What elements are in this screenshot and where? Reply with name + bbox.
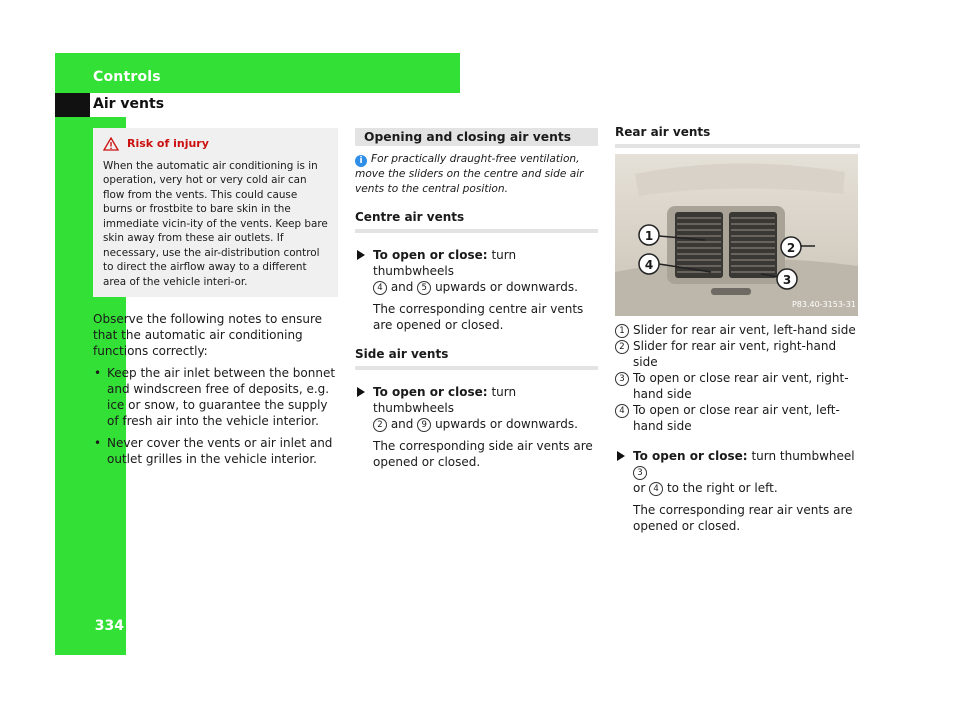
side-step: To open or close: turn thumbwheels 2 and 9 upwards or downwards. <box>355 384 598 432</box>
heading-rule <box>615 144 860 148</box>
section-heading-band: Opening and closing air vents <box>355 128 598 146</box>
callout-number: 4 <box>373 281 387 295</box>
page-number: 334 <box>94 618 124 634</box>
rear-vents-heading: Rear air vents <box>615 125 711 139</box>
callout-number: 9 <box>417 418 431 432</box>
section-title: Controls <box>93 69 161 85</box>
side-result: The corresponding side air vents are opened or closed. <box>373 439 593 469</box>
notes-list <box>93 365 338 467</box>
callout-number: 4 <box>615 404 629 418</box>
photo-legend <box>615 322 860 434</box>
callout-number: 5 <box>417 281 431 295</box>
heading-rule <box>355 366 598 370</box>
legend-item: 3 To open or close rear air vent, right-hand side <box>615 370 860 402</box>
callout-number: 2 <box>615 340 629 354</box>
centre-result: The corresponding centre air vents are opened or closed. <box>373 302 584 332</box>
callout-number: 4 <box>649 482 663 496</box>
side-vents-heading: Side air vents <box>355 347 449 361</box>
bullet-icon: • <box>94 436 102 450</box>
bullet-icon: • <box>94 366 102 380</box>
photo-callout-1: 1 <box>644 229 654 243</box>
legend-item: 2 Slider for rear air vent, right-hand side <box>615 338 860 370</box>
photo-reference-code: P83.40-3153-31 <box>791 300 856 309</box>
info-note: i For practically draught-free ventilation, move the sliders on the centre and side air vents to the central position. <box>355 153 584 195</box>
rear-result: The corresponding rear air vents are opened or closed. <box>633 503 853 533</box>
rear-step: To open or close: turn thumbwheel 3 or 4 to the right or left. <box>615 448 860 496</box>
column-left <box>93 128 338 473</box>
heading-rule <box>355 229 598 233</box>
list-item: • Never cover the vents or air inlet and outlet grilles in the vehicle interior. <box>94 436 333 466</box>
callout-number: 3 <box>615 372 629 386</box>
list-item: • Keep the air inlet between the bonnet and windscreen free of deposits, e.g. ice or snow, to guarantee the supply of fresh air into the vehicle interior. <box>94 366 336 428</box>
legend-item: 4 To open or close rear air vent, left-hand side <box>615 402 860 434</box>
column-middle <box>355 128 598 470</box>
centre-step: To open or close: turn thumbwheels 4 and 5 upwards or downwards. <box>355 247 598 295</box>
warning-triangle-icon <box>103 137 119 151</box>
warning-header <box>103 137 329 152</box>
intro-paragraph: Observe the following notes to ensure that the automatic air conditioning functions correctly: <box>93 312 323 358</box>
warning-title: Risk of injury <box>127 137 209 150</box>
photo-callout-4: 4 <box>644 258 654 272</box>
subsection-title: Air vents <box>93 96 165 112</box>
info-icon: i <box>355 155 367 167</box>
step-arrow-icon <box>357 387 365 397</box>
step-arrow-icon <box>357 250 365 260</box>
centre-vents-heading: Centre air vents <box>355 210 465 224</box>
photo-callout-3: 3 <box>782 273 792 287</box>
warning-box <box>93 128 338 297</box>
legend-item: 1 Slider for rear air vent, left-hand side <box>615 322 860 338</box>
rear-vent-photo <box>615 154 858 316</box>
subsection-tab-marker <box>55 93 90 117</box>
column-right <box>615 124 860 534</box>
callout-number: 2 <box>373 418 387 432</box>
callout-number: 1 <box>615 324 629 338</box>
step-arrow-icon <box>617 451 625 461</box>
warning-text: When the automatic air conditioning is in operation, very hot or very cold air can flow from the vents. This could cause burns or frostbite to bare skin in the immediate vicin-ity of the vents. Keep bare skin away from these air outlets. If necessary, use the air-distribution control to direct the airflow away to a different area of the vehicle interi-or. <box>103 159 328 288</box>
callout-number: 3 <box>633 466 647 480</box>
photo-callout-2: 2 <box>786 241 796 255</box>
